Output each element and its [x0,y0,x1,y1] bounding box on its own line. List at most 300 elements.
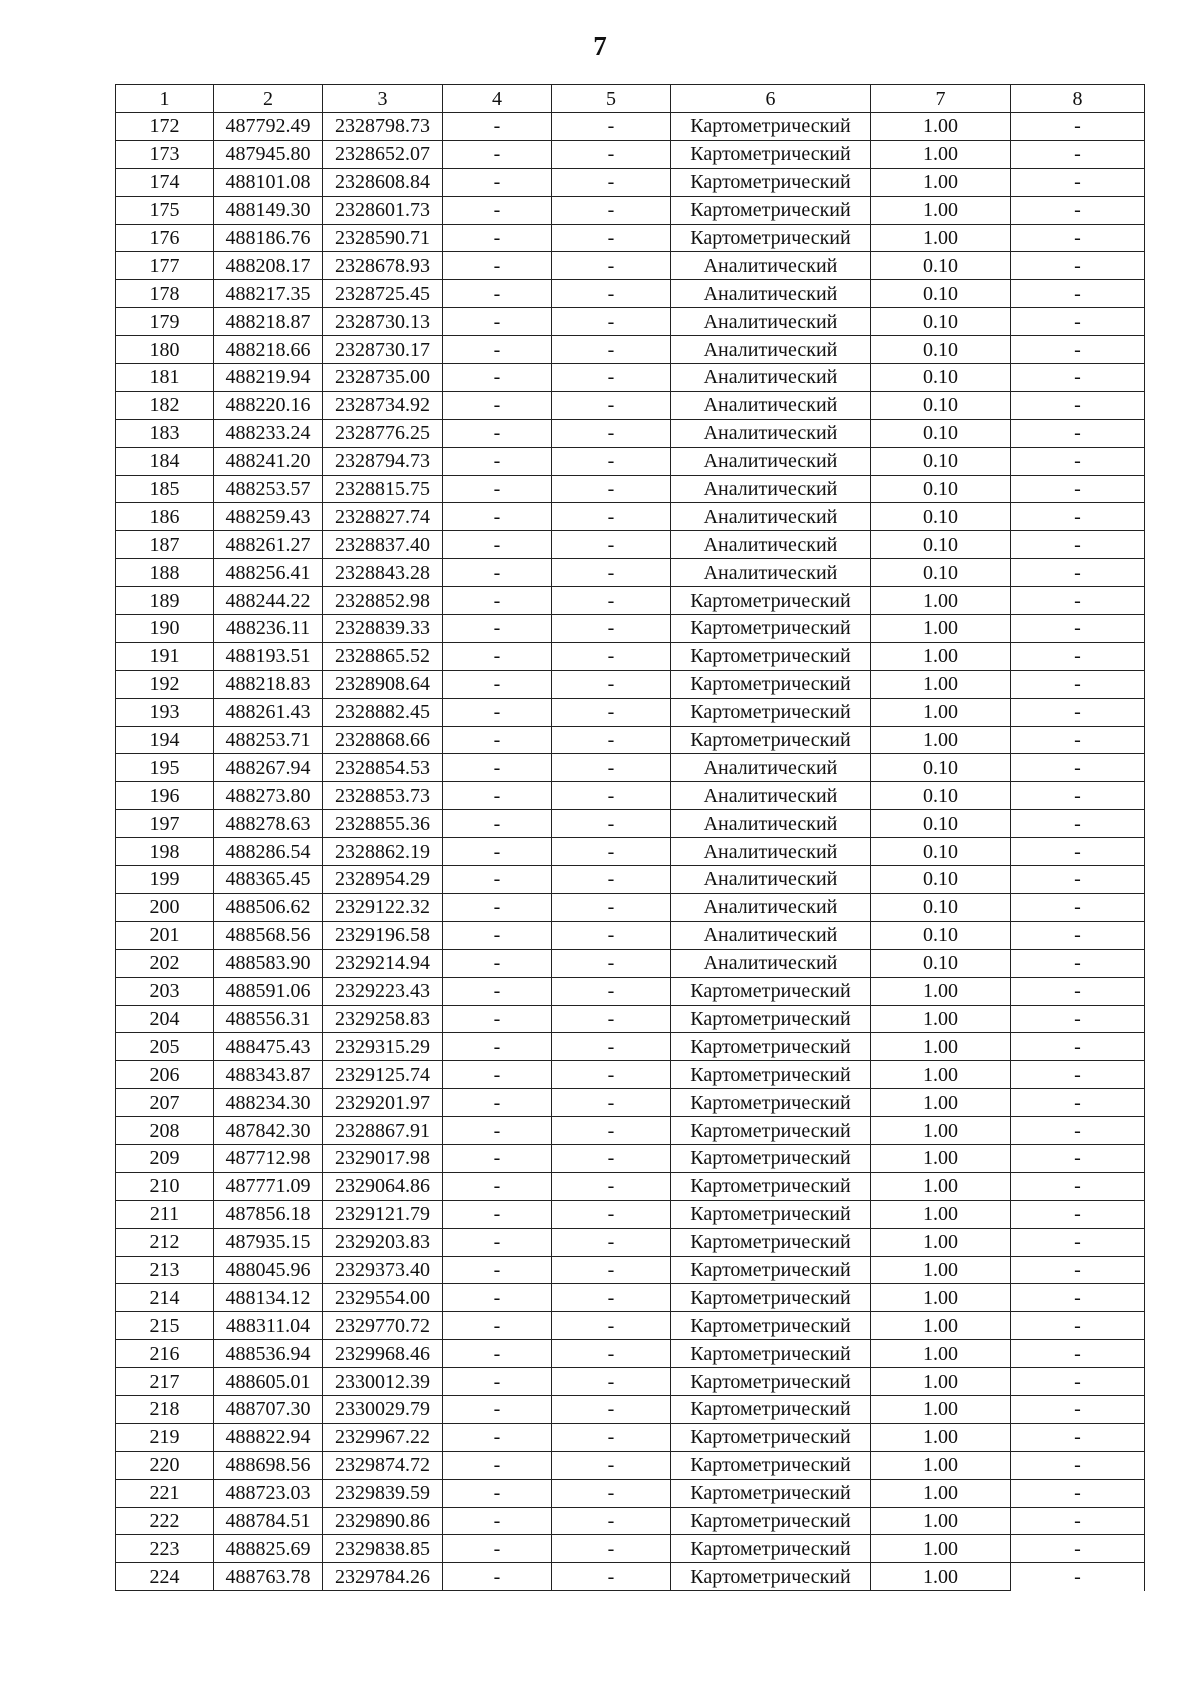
accuracy-cell: 1.00 [871,726,1011,754]
column-4-cell: - [443,754,552,782]
method-cell: Картометрический [671,1172,871,1200]
column-8-cell: - [1011,1340,1145,1368]
column-8-cell: - [1011,1144,1145,1172]
accuracy-cell: 0.10 [871,391,1011,419]
accuracy-cell: 1.00 [871,698,1011,726]
x-coordinate-cell: 488241.20 [214,447,323,475]
point-number-cell: 204 [116,1005,214,1033]
method-cell: Аналитический [671,754,871,782]
column-8-cell: - [1011,559,1145,587]
point-number-cell: 210 [116,1172,214,1200]
column-4-cell: - [443,866,552,894]
accuracy-cell: 0.10 [871,810,1011,838]
table-row [116,1507,1145,1535]
method-cell: Картометрический [671,698,871,726]
y-coordinate-cell: 2328853.73 [323,782,443,810]
x-coordinate-cell: 488236.11 [214,615,323,643]
table-row [116,475,1145,503]
point-number-cell: 187 [116,531,214,559]
method-cell: Картометрический [671,1340,871,1368]
accuracy-cell: 1.00 [871,196,1011,224]
column-5-cell: - [552,1061,671,1089]
accuracy-cell: 1.00 [871,1005,1011,1033]
column-4-cell: - [443,503,552,531]
y-coordinate-cell: 2329017.98 [323,1144,443,1172]
column-5-cell: - [552,1395,671,1423]
y-coordinate-cell: 2329770.72 [323,1312,443,1340]
method-cell: Картометрический [671,1479,871,1507]
method-cell: Картометрический [671,168,871,196]
point-number-cell: 184 [116,447,214,475]
method-cell: Картометрический [671,1507,871,1535]
accuracy-cell: 1.00 [871,670,1011,698]
point-number-cell: 203 [116,977,214,1005]
column-4-cell: - [443,168,552,196]
column-5-cell: - [552,1507,671,1535]
table-row [116,336,1145,364]
column-8-cell: - [1011,336,1145,364]
y-coordinate-cell: 2329968.46 [323,1340,443,1368]
table-row [116,140,1145,168]
column-4-cell: - [443,1563,552,1591]
y-coordinate-cell: 2328865.52 [323,642,443,670]
point-number-cell: 189 [116,587,214,615]
y-coordinate-cell: 2329315.29 [323,1033,443,1061]
table-row [116,782,1145,810]
x-coordinate-cell: 488707.30 [214,1395,323,1423]
x-coordinate-cell: 487945.80 [214,140,323,168]
column-4-cell: - [443,1368,552,1396]
column-4-cell: - [443,1284,552,1312]
method-cell: Картометрический [671,1535,871,1563]
point-number-cell: 194 [116,726,214,754]
column-4-cell: - [443,1535,552,1563]
point-number-cell: 186 [116,503,214,531]
accuracy-cell: 1.00 [871,1368,1011,1396]
y-coordinate-cell: 2328908.64 [323,670,443,698]
column-8-cell: - [1011,1312,1145,1340]
column-5-cell: - [552,1479,671,1507]
point-number-cell: 176 [116,224,214,252]
column-8-cell: - [1011,587,1145,615]
column-8-cell: - [1011,1172,1145,1200]
table-row [116,1061,1145,1089]
column-8-cell: - [1011,921,1145,949]
column-5-cell: - [552,1563,671,1591]
point-number-cell: 172 [116,113,214,141]
table-row [116,1451,1145,1479]
table-row [116,1172,1145,1200]
table-row [116,1005,1145,1033]
column-4-cell: - [443,1144,552,1172]
column-8-cell: - [1011,280,1145,308]
column-5-cell: - [552,140,671,168]
column-header-8: 8 [1011,85,1145,113]
table-header-row [116,85,1145,113]
y-coordinate-cell: 2328815.75 [323,475,443,503]
point-number-cell: 198 [116,838,214,866]
column-4-cell: - [443,113,552,141]
x-coordinate-cell: 488822.94 [214,1423,323,1451]
y-coordinate-cell: 2328730.17 [323,336,443,364]
method-cell: Аналитический [671,391,871,419]
y-coordinate-cell: 2329784.26 [323,1563,443,1591]
table-row [116,1284,1145,1312]
y-coordinate-cell: 2328652.07 [323,140,443,168]
point-number-cell: 193 [116,698,214,726]
column-8-cell: - [1011,977,1145,1005]
table-row [116,391,1145,419]
point-number-cell: 219 [116,1423,214,1451]
accuracy-cell: 1.00 [871,140,1011,168]
point-number-cell: 182 [116,391,214,419]
accuracy-cell: 1.00 [871,113,1011,141]
column-4-cell: - [443,615,552,643]
table-row [116,1368,1145,1396]
column-4-cell: - [443,1340,552,1368]
point-number-cell: 192 [116,670,214,698]
x-coordinate-cell: 488278.63 [214,810,323,838]
table-row [116,1535,1145,1563]
column-4-cell: - [443,782,552,810]
x-coordinate-cell: 488723.03 [214,1479,323,1507]
table-row [116,754,1145,782]
y-coordinate-cell: 2328590.71 [323,224,443,252]
y-coordinate-cell: 2328794.73 [323,447,443,475]
column-5-cell: - [552,1284,671,1312]
column-4-cell: - [443,336,552,364]
column-8-cell: - [1011,140,1145,168]
column-4-cell: - [443,1228,552,1256]
x-coordinate-cell: 488536.94 [214,1340,323,1368]
y-coordinate-cell: 2330029.79 [323,1395,443,1423]
method-cell: Картометрический [671,224,871,252]
point-number-cell: 197 [116,810,214,838]
column-4-cell: - [443,447,552,475]
method-cell: Аналитический [671,503,871,531]
table-row [116,1340,1145,1368]
y-coordinate-cell: 2329890.86 [323,1507,443,1535]
column-4-cell: - [443,838,552,866]
column-5-cell: - [552,336,671,364]
method-cell: Картометрический [671,140,871,168]
y-coordinate-cell: 2328882.45 [323,698,443,726]
x-coordinate-cell: 488220.16 [214,391,323,419]
accuracy-cell: 1.00 [871,1228,1011,1256]
column-5-cell: - [552,838,671,866]
column-5-cell: - [552,893,671,921]
column-4-cell: - [443,1395,552,1423]
column-5-cell: - [552,587,671,615]
method-cell: Аналитический [671,308,871,336]
column-8-cell: - [1011,1033,1145,1061]
point-number-cell: 183 [116,419,214,447]
column-8-cell: - [1011,893,1145,921]
accuracy-cell: 0.10 [871,782,1011,810]
column-8-cell: - [1011,1563,1145,1591]
column-header-4: 4 [443,85,552,113]
column-4-cell: - [443,1172,552,1200]
point-number-cell: 207 [116,1089,214,1117]
accuracy-cell: 0.10 [871,949,1011,977]
column-4-cell: - [443,419,552,447]
table-row [116,1256,1145,1284]
y-coordinate-cell: 2328843.28 [323,559,443,587]
point-number-cell: 179 [116,308,214,336]
x-coordinate-cell: 487856.18 [214,1200,323,1228]
y-coordinate-cell: 2328862.19 [323,838,443,866]
column-4-cell: - [443,531,552,559]
column-8-cell: - [1011,168,1145,196]
point-number-cell: 223 [116,1535,214,1563]
y-coordinate-cell: 2328854.53 [323,754,443,782]
column-8-cell: - [1011,1395,1145,1423]
method-cell: Аналитический [671,838,871,866]
point-number-cell: 190 [116,615,214,643]
column-4-cell: - [443,1507,552,1535]
column-4-cell: - [443,977,552,1005]
method-cell: Аналитический [671,782,871,810]
x-coordinate-cell: 488568.56 [214,921,323,949]
table-row [116,670,1145,698]
x-coordinate-cell: 488134.12 [214,1284,323,1312]
method-cell: Аналитический [671,419,871,447]
method-cell: Картометрический [671,1423,871,1451]
accuracy-cell: 1.00 [871,1395,1011,1423]
column-5-cell: - [552,419,671,447]
column-8-cell: - [1011,1451,1145,1479]
column-5-cell: - [552,1200,671,1228]
column-8-cell: - [1011,475,1145,503]
y-coordinate-cell: 2329874.72 [323,1451,443,1479]
x-coordinate-cell: 488219.94 [214,364,323,392]
column-8-cell: - [1011,1256,1145,1284]
column-5-cell: - [552,642,671,670]
point-number-cell: 218 [116,1395,214,1423]
method-cell: Аналитический [671,336,871,364]
accuracy-cell: 0.10 [871,419,1011,447]
column-8-cell: - [1011,1061,1145,1089]
column-5-cell: - [552,977,671,1005]
column-5-cell: - [552,531,671,559]
column-8-cell: - [1011,1423,1145,1451]
column-8-cell: - [1011,1479,1145,1507]
x-coordinate-cell: 488253.71 [214,726,323,754]
x-coordinate-cell: 488217.35 [214,280,323,308]
accuracy-cell: 1.00 [871,1117,1011,1145]
column-header-1: 1 [116,85,214,113]
method-cell: Картометрический [671,1256,871,1284]
table-row [116,503,1145,531]
method-cell: Картометрический [671,670,871,698]
column-8-cell: - [1011,1368,1145,1396]
column-4-cell: - [443,1061,552,1089]
x-coordinate-cell: 488267.94 [214,754,323,782]
accuracy-cell: 0.10 [871,838,1011,866]
x-coordinate-cell: 488506.62 [214,893,323,921]
column-8-cell: - [1011,615,1145,643]
column-4-cell: - [443,949,552,977]
x-coordinate-cell: 488101.08 [214,168,323,196]
accuracy-cell: 0.10 [871,336,1011,364]
table-row [116,1563,1145,1591]
accuracy-cell: 1.00 [871,615,1011,643]
table-row [116,252,1145,280]
accuracy-cell: 1.00 [871,1312,1011,1340]
point-number-cell: 215 [116,1312,214,1340]
column-4-cell: - [443,196,552,224]
method-cell: Картометрический [671,196,871,224]
column-5-cell: - [552,782,671,810]
table-row [116,949,1145,977]
method-cell: Аналитический [671,280,871,308]
point-number-cell: 178 [116,280,214,308]
table-row [116,168,1145,196]
page-number: 7 [593,31,607,61]
accuracy-cell: 0.10 [871,280,1011,308]
y-coordinate-cell: 2328678.93 [323,252,443,280]
accuracy-cell: 0.10 [871,559,1011,587]
column-4-cell: - [443,642,552,670]
point-number-cell: 214 [116,1284,214,1312]
table-row [116,893,1145,921]
x-coordinate-cell: 488763.78 [214,1563,323,1591]
x-coordinate-cell: 488259.43 [214,503,323,531]
y-coordinate-cell: 2328735.00 [323,364,443,392]
table-row [116,1228,1145,1256]
column-8-cell: - [1011,503,1145,531]
y-coordinate-cell: 2328867.91 [323,1117,443,1145]
column-8-cell: - [1011,726,1145,754]
column-5-cell: - [552,224,671,252]
table-row [116,531,1145,559]
column-4-cell: - [443,1089,552,1117]
x-coordinate-cell: 488218.66 [214,336,323,364]
column-4-cell: - [443,224,552,252]
column-4-cell: - [443,698,552,726]
column-5-cell: - [552,615,671,643]
point-number-cell: 212 [116,1228,214,1256]
table-row [116,615,1145,643]
column-4-cell: - [443,893,552,921]
column-8-cell: - [1011,364,1145,392]
column-8-cell: - [1011,391,1145,419]
method-cell: Картометрический [671,1117,871,1145]
method-cell: Аналитический [671,921,871,949]
method-cell: Картометрический [671,1563,871,1591]
x-coordinate-cell: 488233.24 [214,419,323,447]
accuracy-cell: 1.00 [871,1089,1011,1117]
column-4-cell: - [443,1033,552,1061]
column-4-cell: - [443,921,552,949]
table-row [116,866,1145,894]
column-5-cell: - [552,810,671,838]
table-row [116,447,1145,475]
accuracy-cell: 0.10 [871,364,1011,392]
table-row [116,921,1145,949]
column-header-3: 3 [323,85,443,113]
column-8-cell: - [1011,308,1145,336]
method-cell: Аналитический [671,475,871,503]
y-coordinate-cell: 2329554.00 [323,1284,443,1312]
point-number-cell: 220 [116,1451,214,1479]
x-coordinate-cell: 488825.69 [214,1535,323,1563]
column-5-cell: - [552,1451,671,1479]
y-coordinate-cell: 2328837.40 [323,531,443,559]
y-coordinate-cell: 2329203.83 [323,1228,443,1256]
point-number-cell: 224 [116,1563,214,1591]
x-coordinate-cell: 488244.22 [214,587,323,615]
method-cell: Аналитический [671,364,871,392]
accuracy-cell: 0.10 [871,754,1011,782]
point-number-cell: 222 [116,1507,214,1535]
y-coordinate-cell: 2329373.40 [323,1256,443,1284]
x-coordinate-cell: 488583.90 [214,949,323,977]
point-number-cell: 217 [116,1368,214,1396]
table-row [116,587,1145,615]
column-5-cell: - [552,252,671,280]
y-coordinate-cell: 2329223.43 [323,977,443,1005]
x-coordinate-cell: 488256.41 [214,559,323,587]
table-row [116,838,1145,866]
point-number-cell: 181 [116,364,214,392]
column-8-cell: - [1011,1507,1145,1535]
column-header-6: 6 [671,85,871,113]
x-coordinate-cell: 488365.45 [214,866,323,894]
column-8-cell: - [1011,698,1145,726]
column-4-cell: - [443,1479,552,1507]
coordinates-table [115,84,1145,1591]
column-5-cell: - [552,1423,671,1451]
accuracy-cell: 1.00 [871,1563,1011,1591]
accuracy-cell: 1.00 [871,1507,1011,1535]
column-5-cell: - [552,308,671,336]
point-number-cell: 177 [116,252,214,280]
column-5-cell: - [552,1312,671,1340]
column-8-cell: - [1011,1005,1145,1033]
column-5-cell: - [552,168,671,196]
point-number-cell: 208 [116,1117,214,1145]
column-5-cell: - [552,1340,671,1368]
table-row [116,810,1145,838]
accuracy-cell: 0.10 [871,531,1011,559]
x-coordinate-cell: 488475.43 [214,1033,323,1061]
x-coordinate-cell: 488193.51 [214,642,323,670]
point-number-cell: 206 [116,1061,214,1089]
method-cell: Картометрический [671,1005,871,1033]
accuracy-cell: 1.00 [871,1340,1011,1368]
method-cell: Аналитический [671,893,871,921]
column-8-cell: - [1011,224,1145,252]
column-5-cell: - [552,559,671,587]
x-coordinate-cell: 487771.09 [214,1172,323,1200]
table-row [116,1089,1145,1117]
column-8-cell: - [1011,754,1145,782]
x-coordinate-cell: 488591.06 [214,977,323,1005]
method-cell: Аналитический [671,252,871,280]
column-header-5: 5 [552,85,671,113]
accuracy-cell: 0.10 [871,866,1011,894]
x-coordinate-cell: 488261.27 [214,531,323,559]
method-cell: Картометрический [671,1368,871,1396]
method-cell: Аналитический [671,866,871,894]
column-5-cell: - [552,949,671,977]
column-5-cell: - [552,1256,671,1284]
column-8-cell: - [1011,447,1145,475]
table-row [116,224,1145,252]
method-cell: Картометрический [671,1284,871,1312]
column-5-cell: - [552,280,671,308]
